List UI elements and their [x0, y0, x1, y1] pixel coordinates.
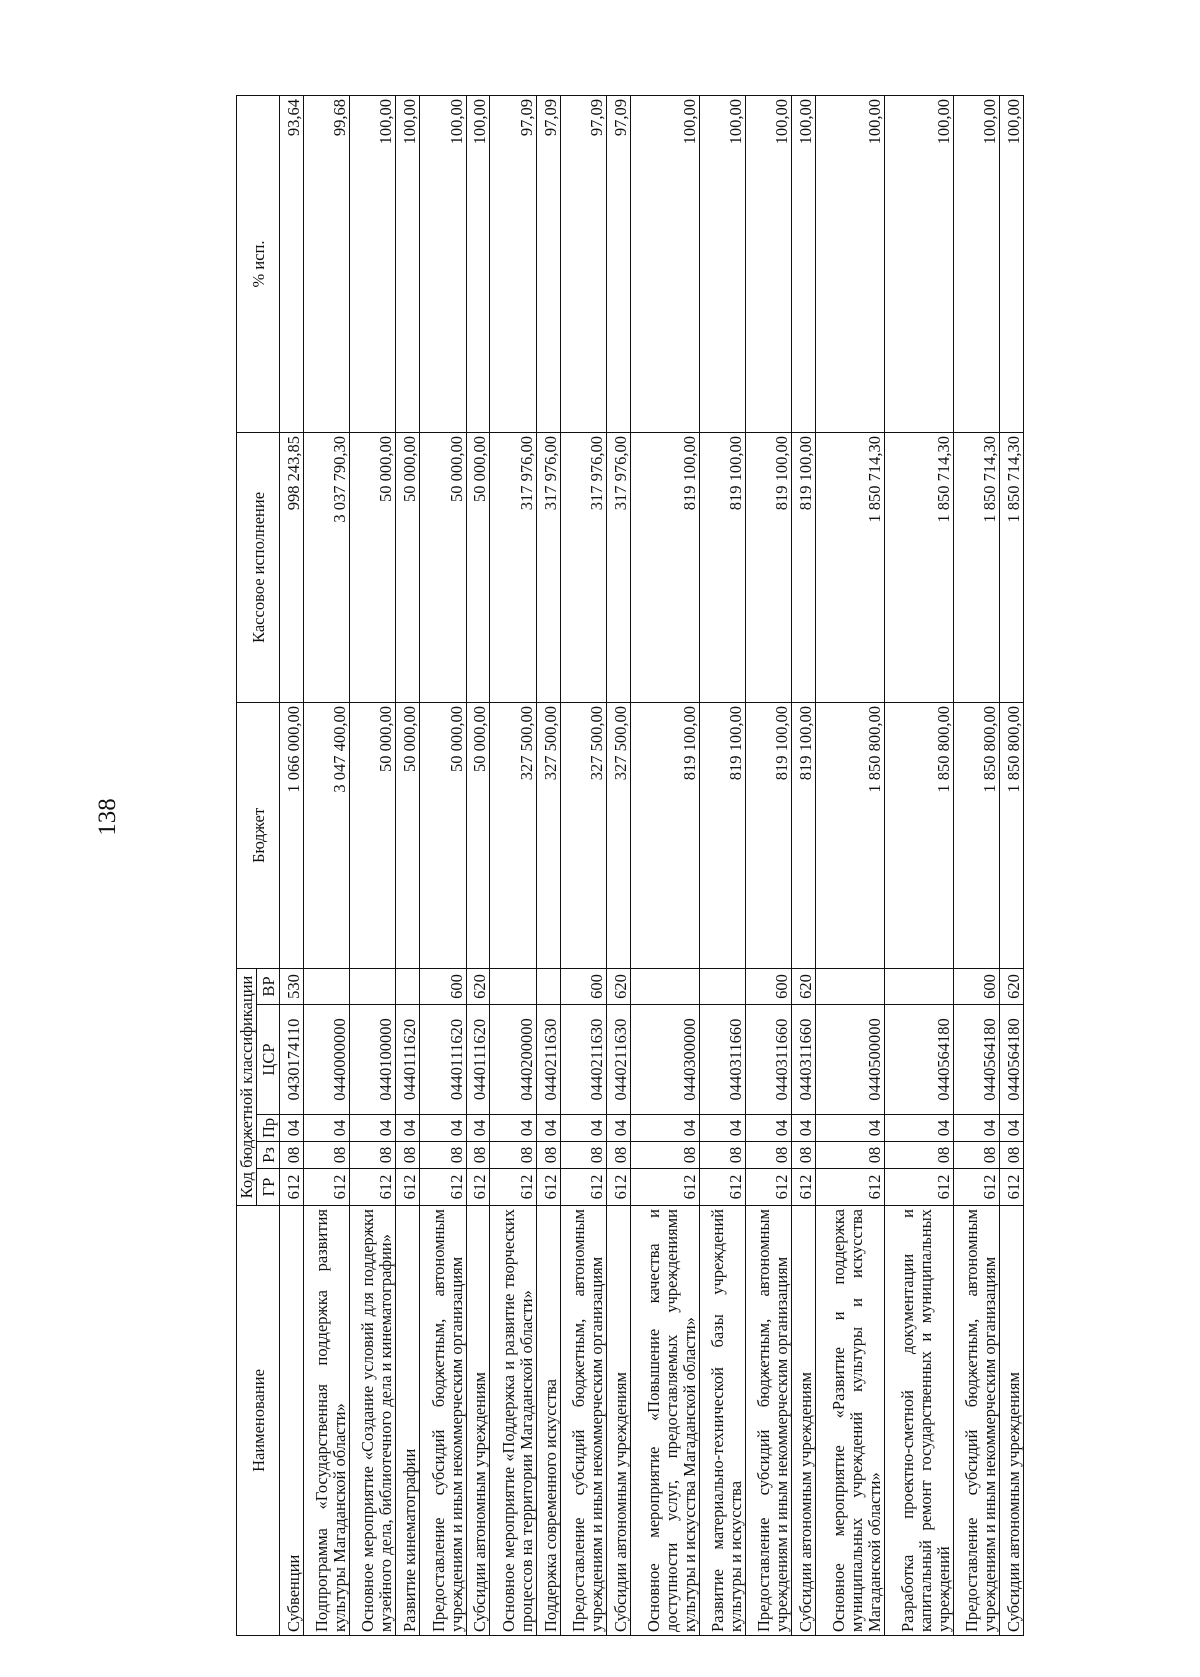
row-name: Предоставление субсидий бюджетным, автономным учреждениям и иным некоммерческим организациям: [420, 1206, 466, 1636]
cell-gr: 612: [536, 1169, 560, 1206]
cell-pct: 97,09: [606, 95, 630, 432]
header-pr: Пр: [257, 1115, 280, 1142]
row-name: Субсидии автономным учреждениям: [606, 1206, 630, 1636]
cell-pct: 99,68: [303, 95, 349, 432]
cell-csr: 0440211630: [536, 1005, 560, 1115]
cell-gr: 612: [953, 1169, 999, 1206]
table-row: [490, 95, 536, 1635]
cell-rz: 08: [699, 1142, 745, 1169]
cell-pr: 04: [466, 1115, 490, 1142]
cell-cash: 50 000,00: [420, 432, 466, 702]
cell-cash: 819 100,00: [745, 432, 791, 702]
cell-vr: 600: [745, 968, 791, 1004]
page-number: 138: [94, 798, 121, 836]
cell-cash: 1 850 714,30: [953, 432, 999, 702]
cell-gr: 612: [792, 1169, 816, 1206]
cell-pct: 97,09: [560, 95, 606, 432]
row-name: Основное мероприятие «Создание условий для поддержки музейного дела, библиотечного дела и кинематографии»: [350, 1206, 396, 1636]
row-name: Развитие материально-технической базы учреждений культуры и искусства: [699, 1206, 745, 1636]
cell-vr: [536, 968, 560, 1004]
cell-pct: 100,00: [420, 95, 466, 432]
cell-rz: 08: [630, 1142, 699, 1169]
cell-pr: 04: [630, 1115, 699, 1142]
cell-budget: 327 500,00: [560, 702, 606, 968]
row-name: Основное мероприятие «Развитие и поддержка муниципальных учреждений культуры и искусства Магаданской области»: [815, 1206, 884, 1636]
header-cash: Кассовое исполнение: [237, 432, 280, 702]
header-name: Наименование: [237, 1206, 280, 1636]
table-row: [420, 95, 466, 1635]
row-name: Подпрограмма «Государственная поддержка развития культуры Магаданской области»: [303, 1206, 349, 1636]
cell-pct: 100,00: [1000, 95, 1024, 432]
cell-csr: 0440564180: [953, 1005, 999, 1115]
cell-csr: 0440111620: [466, 1005, 490, 1115]
cell-gr: 612: [350, 1169, 396, 1206]
cell-csr: 0440311660: [699, 1005, 745, 1115]
cell-pct: 100,00: [792, 95, 816, 432]
table-row: [745, 95, 791, 1635]
cell-budget: 50 000,00: [466, 702, 490, 968]
cell-budget: 3 047 400,00: [303, 702, 349, 968]
cell-pr: 04: [815, 1115, 884, 1142]
cell-gr: 612: [420, 1169, 466, 1206]
table-row: [606, 95, 630, 1635]
cell-csr: 0440300000: [630, 1005, 699, 1115]
cell-vr: [396, 968, 420, 1004]
cell-pr: 04: [884, 1115, 953, 1142]
header-gr: ГР: [257, 1169, 280, 1206]
cell-pct: 100,00: [350, 95, 396, 432]
cell-cash: 50 000,00: [350, 432, 396, 702]
cell-pct: 97,09: [490, 95, 536, 432]
cell-pr: 04: [303, 1115, 349, 1142]
cell-cash: 998 243,85: [280, 432, 304, 702]
cell-vr: [699, 968, 745, 1004]
table-row: [815, 95, 884, 1635]
cell-rz: 08: [745, 1142, 791, 1169]
table-row: [466, 95, 490, 1635]
cell-budget: 327 500,00: [536, 702, 560, 968]
cell-rz: 08: [606, 1142, 630, 1169]
cell-rz: 08: [466, 1142, 490, 1169]
cell-cash: 50 000,00: [396, 432, 420, 702]
table-row: [350, 95, 396, 1635]
cell-rz: 08: [350, 1142, 396, 1169]
cell-cash: 3 037 790,30: [303, 432, 349, 702]
row-name: Субсидии автономным учреждениям: [1000, 1206, 1024, 1636]
cell-pr: 04: [699, 1115, 745, 1142]
cell-cash: 1 850 714,30: [884, 432, 953, 702]
cell-pct: 97,09: [536, 95, 560, 432]
cell-rz: 08: [420, 1142, 466, 1169]
cell-budget: 327 500,00: [606, 702, 630, 968]
cell-cash: 1 850 714,30: [815, 432, 884, 702]
cell-pct: 100,00: [745, 95, 791, 432]
cell-rz: 08: [396, 1142, 420, 1169]
cell-rz: 08: [280, 1142, 304, 1169]
cell-pct: 100,00: [815, 95, 884, 432]
cell-gr: 612: [815, 1169, 884, 1206]
cell-cash: 50 000,00: [466, 432, 490, 702]
cell-pct: 100,00: [884, 95, 953, 432]
cell-budget: 819 100,00: [745, 702, 791, 968]
row-name: Предоставление субсидий бюджетным, автономным учреждениям и иным некоммерческим организациям: [745, 1206, 791, 1636]
cell-gr: 612: [396, 1169, 420, 1206]
table-row: [953, 95, 999, 1635]
cell-rz: 08: [884, 1142, 953, 1169]
cell-budget: 50 000,00: [396, 702, 420, 968]
cell-vr: 530: [280, 968, 304, 1004]
cell-cash: 1 850 714,30: [1000, 432, 1024, 702]
cell-pr: 04: [745, 1115, 791, 1142]
cell-pr: 04: [490, 1115, 536, 1142]
cell-csr: 0430174110: [280, 1005, 304, 1115]
cell-rz: 08: [490, 1142, 536, 1169]
cell-vr: 600: [560, 968, 606, 1004]
row-name: Предоставление субсидий бюджетным, автономным учреждениям и иным некоммерческим организациям: [560, 1206, 606, 1636]
table-row: [280, 95, 304, 1635]
cell-csr: 0440211630: [560, 1005, 606, 1115]
cell-pct: 100,00: [699, 95, 745, 432]
cell-pr: 04: [536, 1115, 560, 1142]
cell-budget: 1 850 800,00: [953, 702, 999, 968]
cell-vr: 620: [792, 968, 816, 1004]
cell-rz: 08: [815, 1142, 884, 1169]
cell-vr: [884, 968, 953, 1004]
cell-pr: 04: [560, 1115, 606, 1142]
cell-rz: 08: [303, 1142, 349, 1169]
cell-rz: 08: [1000, 1142, 1024, 1169]
cell-gr: 612: [699, 1169, 745, 1206]
cell-cash: 819 100,00: [792, 432, 816, 702]
cell-csr: 0440311660: [792, 1005, 816, 1115]
cell-gr: 612: [630, 1169, 699, 1206]
cell-budget: 819 100,00: [630, 702, 699, 968]
row-name: Предоставление субсидий бюджетным, автономным учреждениям и иным некоммерческим организациям: [953, 1206, 999, 1636]
cell-rz: 08: [560, 1142, 606, 1169]
cell-budget: 1 850 800,00: [1000, 702, 1024, 968]
table-row: [630, 95, 699, 1635]
cell-budget: 1 850 800,00: [884, 702, 953, 968]
cell-vr: [630, 968, 699, 1004]
header-budget: Бюджет: [237, 702, 280, 968]
cell-gr: 612: [560, 1169, 606, 1206]
cell-csr: 0440564180: [1000, 1005, 1024, 1115]
cell-rz: 08: [953, 1142, 999, 1169]
cell-budget: 50 000,00: [420, 702, 466, 968]
cell-csr: 0440311660: [745, 1005, 791, 1115]
cell-vr: 600: [420, 968, 466, 1004]
table-row: [303, 95, 349, 1635]
row-name: Субсидии автономным учреждениям: [792, 1206, 816, 1636]
cell-vr: 620: [606, 968, 630, 1004]
row-name: Основное мероприятие «Поддержка и развитие творческих процессов на территории Магаданской области»: [490, 1206, 536, 1636]
cell-gr: 612: [606, 1169, 630, 1206]
cell-vr: 620: [1000, 968, 1024, 1004]
table-row: [884, 95, 953, 1635]
table-row: [699, 95, 745, 1635]
table-row: [560, 95, 606, 1635]
row-name: Развитие кинематографии: [396, 1206, 420, 1636]
cell-budget: 819 100,00: [792, 702, 816, 968]
cell-budget: 819 100,00: [699, 702, 745, 968]
cell-pr: 04: [953, 1115, 999, 1142]
cell-csr: 0440111620: [420, 1005, 466, 1115]
cell-vr: 600: [953, 968, 999, 1004]
cell-pr: 04: [1000, 1115, 1024, 1142]
table-row: [536, 95, 560, 1635]
table-row: [792, 95, 816, 1635]
cell-csr: 0440200000: [490, 1005, 536, 1115]
cell-csr: 0440000000: [303, 1005, 349, 1115]
cell-pct: 100,00: [396, 95, 420, 432]
header-vr: ВР: [257, 968, 280, 1004]
cell-pct: 93,64: [280, 95, 304, 432]
cell-pr: 04: [280, 1115, 304, 1142]
cell-cash: 317 976,00: [606, 432, 630, 702]
cell-csr: 0440100000: [350, 1005, 396, 1115]
cell-cash: 317 976,00: [490, 432, 536, 702]
cell-pr: 04: [792, 1115, 816, 1142]
row-name: Разработка проектно-сметной документации и капитальный ремонт государственных и муниципальных учреждений: [884, 1206, 953, 1636]
row-name: Субсидии автономным учреждениям: [466, 1206, 490, 1636]
cell-pct: 100,00: [953, 95, 999, 432]
cell-csr: 0440111620: [396, 1005, 420, 1115]
cell-cash: 317 976,00: [536, 432, 560, 702]
table-row: [396, 95, 420, 1635]
cell-vr: 620: [466, 968, 490, 1004]
cell-budget: 1 066 000,00: [280, 702, 304, 968]
header-code-group: Код бюджетной классификации: [237, 968, 257, 1205]
cell-budget: 327 500,00: [490, 702, 536, 968]
cell-budget: 50 000,00: [350, 702, 396, 968]
cell-gr: 612: [490, 1169, 536, 1206]
cell-rz: 08: [536, 1142, 560, 1169]
cell-rz: 08: [792, 1142, 816, 1169]
cell-cash: 819 100,00: [699, 432, 745, 702]
cell-pr: 04: [606, 1115, 630, 1142]
cell-csr: 0440564180: [884, 1005, 953, 1115]
row-name: Основное мероприятие «Повышение качества и доступности услуг, предоставляемых учреждениями культуры и искусства Магаданской области»: [630, 1206, 699, 1636]
cell-pr: 04: [396, 1115, 420, 1142]
budget-table: [236, 95, 1024, 1636]
cell-pct: 100,00: [630, 95, 699, 432]
cell-cash: 819 100,00: [630, 432, 699, 702]
cell-budget: 1 850 800,00: [815, 702, 884, 968]
rotated-table-container: [236, 96, 1024, 1636]
header-csr: ЦСР: [257, 1005, 280, 1115]
cell-vr: [303, 968, 349, 1004]
cell-pr: 04: [350, 1115, 396, 1142]
row-name: Субвенции: [280, 1206, 304, 1636]
cell-gr: 612: [303, 1169, 349, 1206]
row-name: Поддержка современного искусства: [536, 1206, 560, 1636]
header-pct: % исп.: [237, 95, 280, 432]
cell-cash: 317 976,00: [560, 432, 606, 702]
cell-vr: [490, 968, 536, 1004]
table-row: [1000, 95, 1024, 1635]
cell-gr: 612: [466, 1169, 490, 1206]
table-body: [280, 95, 1024, 1635]
header-rz: Рз: [257, 1142, 280, 1169]
cell-gr: 612: [884, 1169, 953, 1206]
cell-gr: 612: [280, 1169, 304, 1206]
cell-vr: [350, 968, 396, 1004]
cell-gr: 612: [1000, 1169, 1024, 1206]
cell-pr: 04: [420, 1115, 466, 1142]
cell-csr: 0440211630: [606, 1005, 630, 1115]
cell-vr: [815, 968, 884, 1004]
cell-gr: 612: [745, 1169, 791, 1206]
cell-csr: 0440500000: [815, 1005, 884, 1115]
cell-pct: 100,00: [466, 95, 490, 432]
